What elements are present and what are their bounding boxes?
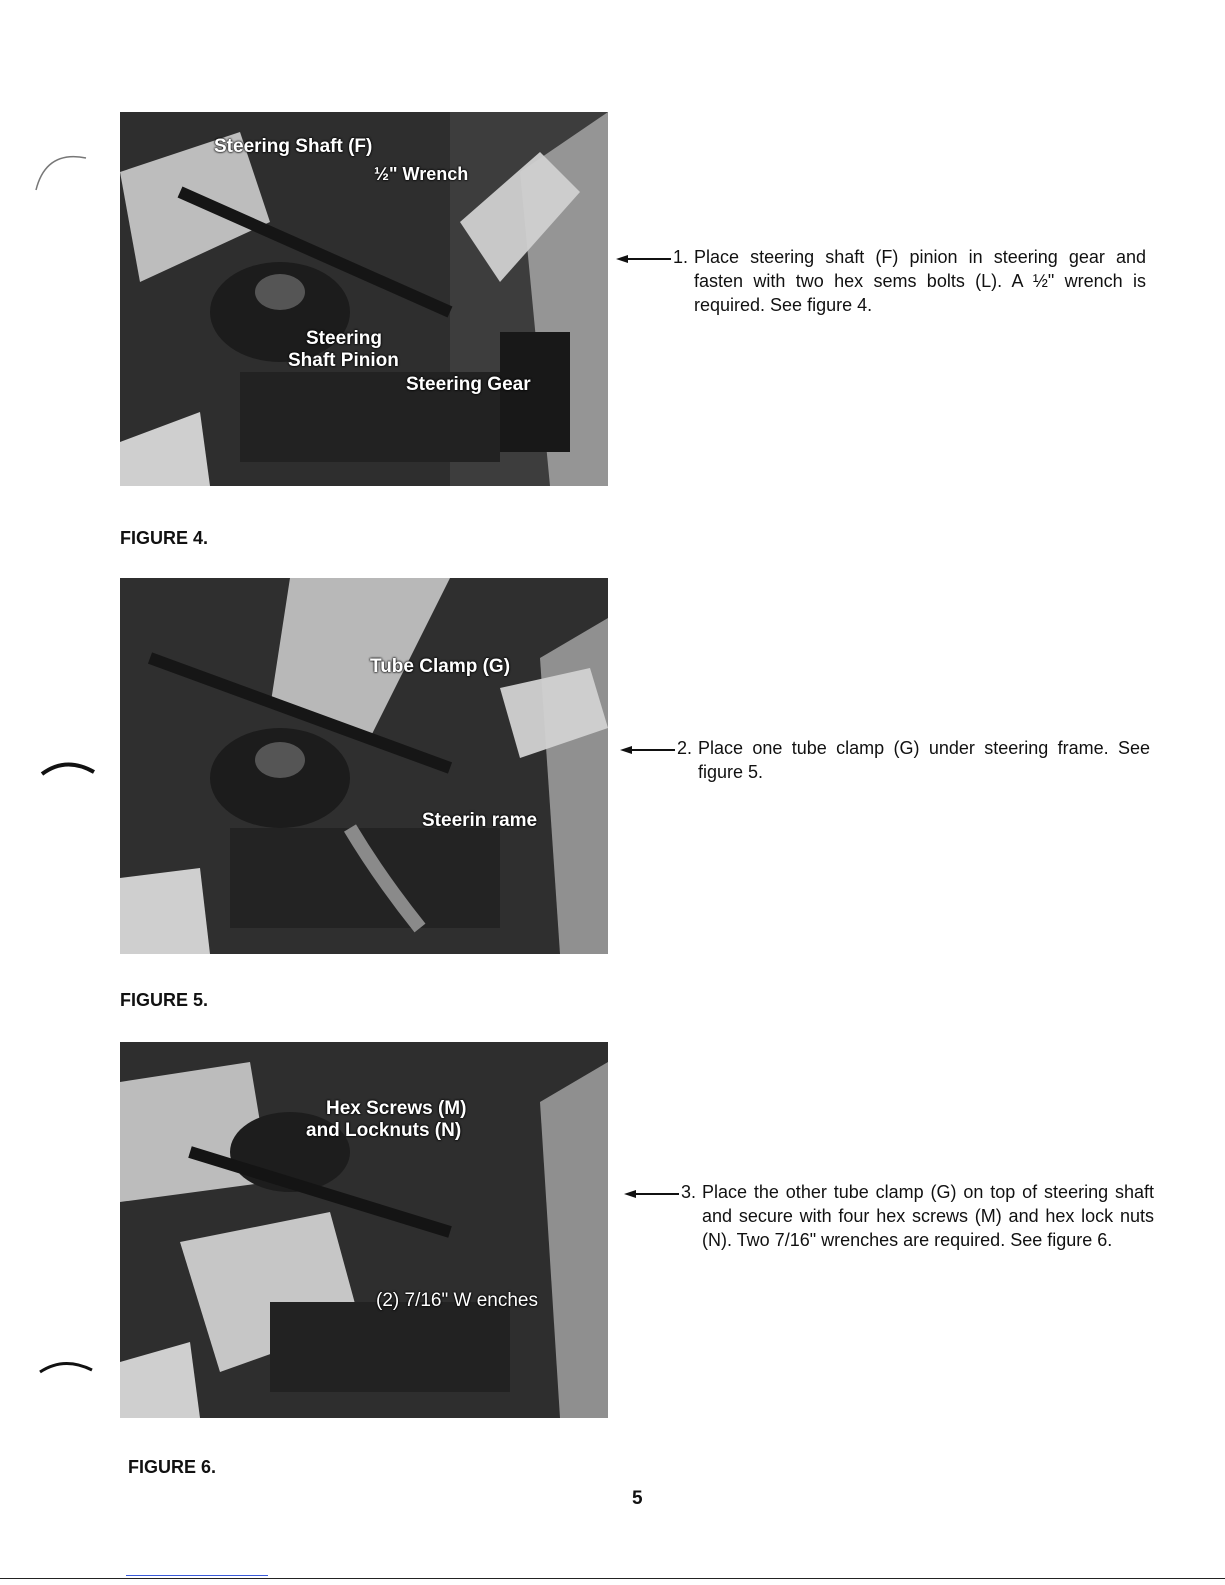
label-steering-gear: Steering Gear [406,374,531,395]
step-2-number: 2. [677,738,693,758]
label-locknuts: and Locknuts (N) [306,1120,462,1141]
margin-mark-icon [38,752,98,782]
step-1-text: Place steering shaft (F) pinion in steering gear and fasten with two hex sems bolts (L). A ½" wrench is required. See figure 4. [694,247,1146,315]
figure-4-photo [120,112,608,486]
step-2 [620,736,1160,796]
figure-6-photo [120,1042,608,1418]
arrow-left-icon [624,1190,679,1198]
step-3 [624,1180,1164,1280]
step-1-number: 1. [673,247,689,267]
figure-6-caption: FIGURE 6. [128,1457,217,1477]
bottom-link-underline [126,1575,268,1576]
figure-5-photo [120,578,608,954]
arrow-left-icon [616,255,671,263]
step-2-text: Place one tube clamp (G) under steering frame. See figure 5. [698,738,1150,782]
figure-4-caption: FIGURE 4. [120,528,209,548]
label-tube-clamp: Tube Clamp (G) [370,656,511,677]
label-steering-frame: Steerin rame [422,810,538,831]
page-bottom-rule [0,1578,1225,1579]
figure-5-caption: FIGURE 5. [120,990,209,1010]
steering-shaft-photo [120,112,608,486]
step-3-number: 3. [681,1182,697,1202]
step-3-text: Place the other tube clamp (G) on top of steering shaft and secure with four hex screws (M) and hex lock nuts (N). Two 7/16" wrenches are required. See figure 6. [702,1182,1154,1250]
label-steering-shaft: Steering Shaft (F) [214,136,373,157]
tube-clamp-photo [120,578,608,954]
label-shaft-pinion: Shaft Pinion [288,350,399,371]
page-number: 5 [632,1488,643,1509]
label-hex-screws: Hex Screws (M) [326,1098,467,1119]
step-1 [616,245,1156,325]
margin-mark-icon [36,1352,96,1382]
label-steering: Steering [306,328,383,349]
label-wrench: ½" Wrench [374,164,469,184]
margin-mark-icon [26,140,96,200]
label-wrenches: (2) 7/16" W enches [376,1290,538,1311]
arrow-left-icon [620,746,675,754]
